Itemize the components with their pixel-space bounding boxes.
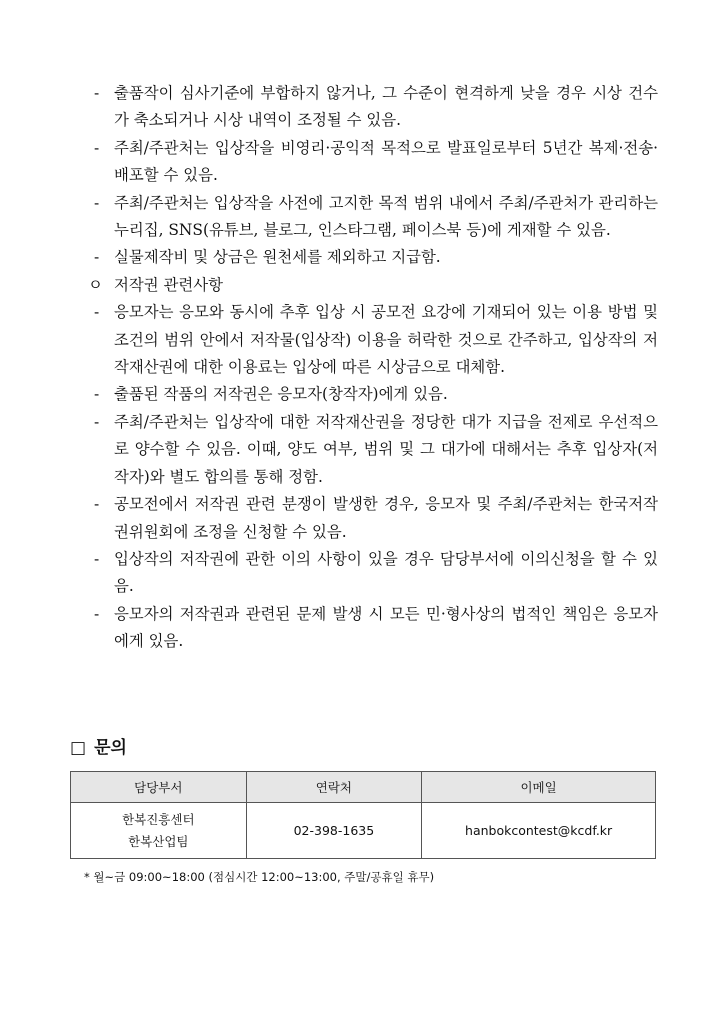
office-hours-note: * 월~금 09:00~18:00 (점심시간 12:00~13:00, 주말/공휴일 휴무) — [84, 870, 435, 884]
dash-bullet: - — [94, 495, 100, 514]
header-email: 이메일 — [422, 772, 656, 803]
contact-table — [70, 771, 656, 859]
inquiry-heading — [70, 736, 127, 760]
header-dept: 담당부서 — [71, 772, 247, 803]
dash-bullet: - — [94, 412, 100, 431]
checkbox-square-icon: □ — [70, 738, 87, 758]
dept-cell — [71, 803, 247, 859]
item-text: 공모전에서 저작권 관련 분쟁이 발생한 경우, 응모자 및 주최/주관처는 한국저작권위원회에 조정을 신청할 수 있음. — [114, 495, 658, 541]
notice-body — [88, 80, 658, 656]
list-item — [88, 601, 658, 656]
dept-team: 한복산업팀 — [128, 833, 189, 849]
item-text: 입상작의 저작권에 관한 이의 사항이 있을 경우 담당부서에 이의신청을 할 수 있음. — [114, 549, 658, 596]
inquiry-title-text: 문의 — [94, 738, 127, 758]
header-phone: 연락처 — [246, 772, 422, 803]
list-item — [88, 409, 658, 491]
dash-bullet: - — [94, 248, 100, 267]
dash-bullet: - — [94, 193, 100, 212]
section-title: 저작권 관련사항 — [114, 275, 223, 294]
item-text: 실물제작비 및 상금은 원천세를 제외하고 지급함. — [114, 248, 441, 267]
table-header-row — [71, 772, 656, 803]
item-text: 주최/주관처는 입상작에 대한 저작재산권을 정당한 대가 지급을 전제로 우선적으로 양수할 수 있음. 이때, 양도 여부, 범위 및 그 대가에 대해서는 추후 입상자(저작자)와 별도 합의를 통해 정함. — [114, 412, 658, 486]
dash-bullet: - — [94, 385, 100, 404]
list-item — [88, 135, 658, 190]
list-item — [88, 491, 658, 546]
item-text: 주최/주관처는 입상작을 비영리·공익적 목적으로 발표일로부터 5년간 복제·전송·배포할 수 있음. — [114, 138, 658, 185]
dash-bullet: - — [94, 84, 100, 102]
dash-bullet: - — [94, 549, 100, 568]
item-text: 주최/주관처는 입상작을 사전에 고지한 목적 범위 내에서 주최/주관처가 관리하는 누리집, SNS(유튜브, 블로그, 인스타그램, 페이스북 등)에 게재할 수 있음. — [114, 193, 658, 240]
phone-cell: 02-398-1635 — [246, 803, 422, 859]
list-item — [88, 80, 658, 135]
dash-bullet: - — [94, 303, 100, 322]
list-item — [88, 244, 658, 271]
list-item — [88, 381, 658, 408]
list-item — [88, 299, 658, 381]
item-text: 응모자의 저작권과 관련된 문제 발생 시 모든 민·형사상의 법적인 책임은 응모자에게 있음. — [114, 604, 658, 651]
dash-bullet: - — [94, 138, 100, 157]
list-item — [88, 546, 658, 601]
circle-bullet-icon: ㅇ — [88, 275, 103, 294]
dash-bullet: - — [94, 604, 100, 623]
dept-center: 한복진흥센터 — [122, 811, 195, 827]
item-text: 출품작이 심사기준에 부합하지 않거나, 그 수준이 현격하게 낮을 경우 시상 건수가 축소되거나 시상 내역이 조정될 수 있음. — [114, 84, 658, 130]
copyright-section-heading — [88, 272, 658, 299]
item-text: 출품된 작품의 저작권은 응모자(창작자)에게 있음. — [114, 385, 448, 404]
list-item — [88, 190, 658, 245]
table-row — [71, 803, 656, 859]
email-cell: hanbokcontest@kcdf.kr — [422, 803, 656, 859]
item-text: 응모자는 응모와 동시에 추후 입상 시 공모전 요강에 기재되어 있는 이용 방법 및 조건의 범위 안에서 저작물(입상작) 이용을 허락한 것으로 간주하고, 입상작의 저작재산권에 대한 이용료는 입상에 따른 시상금으로 대체함. — [114, 303, 658, 377]
